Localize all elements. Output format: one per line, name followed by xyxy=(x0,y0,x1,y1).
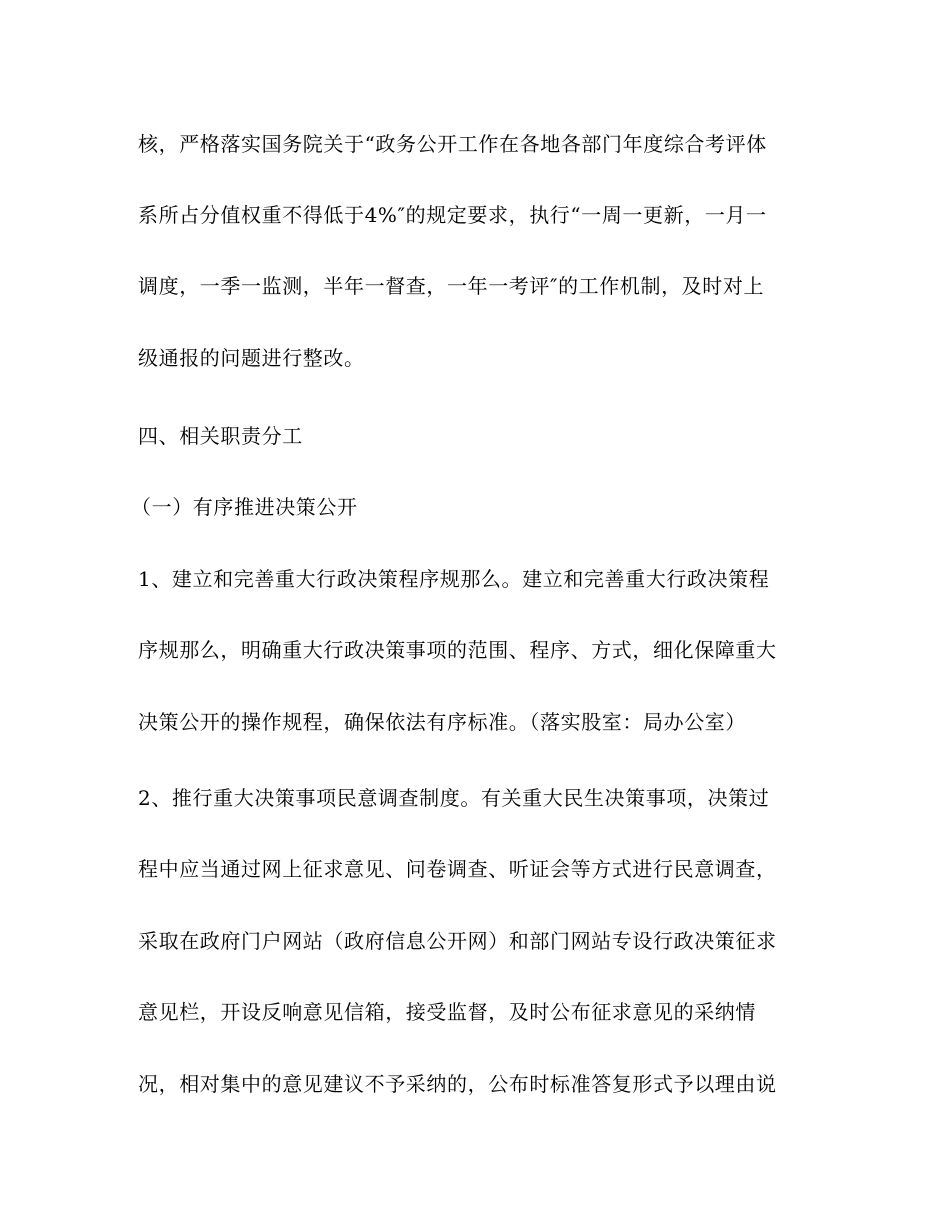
paragraph-line: 核，严格落实国务院关于“政务公开工作在各地各部门年度综合考评体 xyxy=(138,132,767,156)
paragraph-line: 调度，一季一监测，半年一督查，一年一考评″的工作机制，及时对上 xyxy=(138,274,765,298)
paragraph-line: 况，相对集中的意见建议不予采纳的，公布时标准答复形式予以理由说 xyxy=(138,1072,777,1096)
paragraph-line: 决策公开的操作规程，确保依法有序标准。（落实股室：局办公室） xyxy=(138,710,746,734)
paragraph-line: 级通报的问题进行整改。 xyxy=(138,346,365,370)
paragraph-line: 系所占分值权重不得低于4%″的规定要求，执行“一周一更新，一月一 xyxy=(138,203,767,227)
subsection-heading: （一）有序推进决策公开 xyxy=(131,495,358,519)
paragraph-line: 序规那么，明确重大行政决策事项的范围、程序、方式，细化保障重大 xyxy=(138,638,777,662)
paragraph-line: 程中应当通过网上征求意见、问卷调查、听证会等方式进行民意调查， xyxy=(138,857,777,881)
paragraph-line: 1、建立和完善重大行政决策程序规那么。建立和完善重大行政决策程 xyxy=(138,567,770,591)
paragraph-line: 2、推行重大决策事项民意调查制度。有关重大民生决策事项，决策过 xyxy=(138,786,770,810)
section-heading: 四、相关职责分工 xyxy=(138,424,303,448)
paragraph-line: 采取在政府门户网站（政府信息公开网）和部门网站专设行政决策征求 xyxy=(138,929,777,953)
paragraph-line: 意见栏，开设反响意见信箱，接受监督，及时公布征求意见的采纳情 xyxy=(138,1000,756,1024)
